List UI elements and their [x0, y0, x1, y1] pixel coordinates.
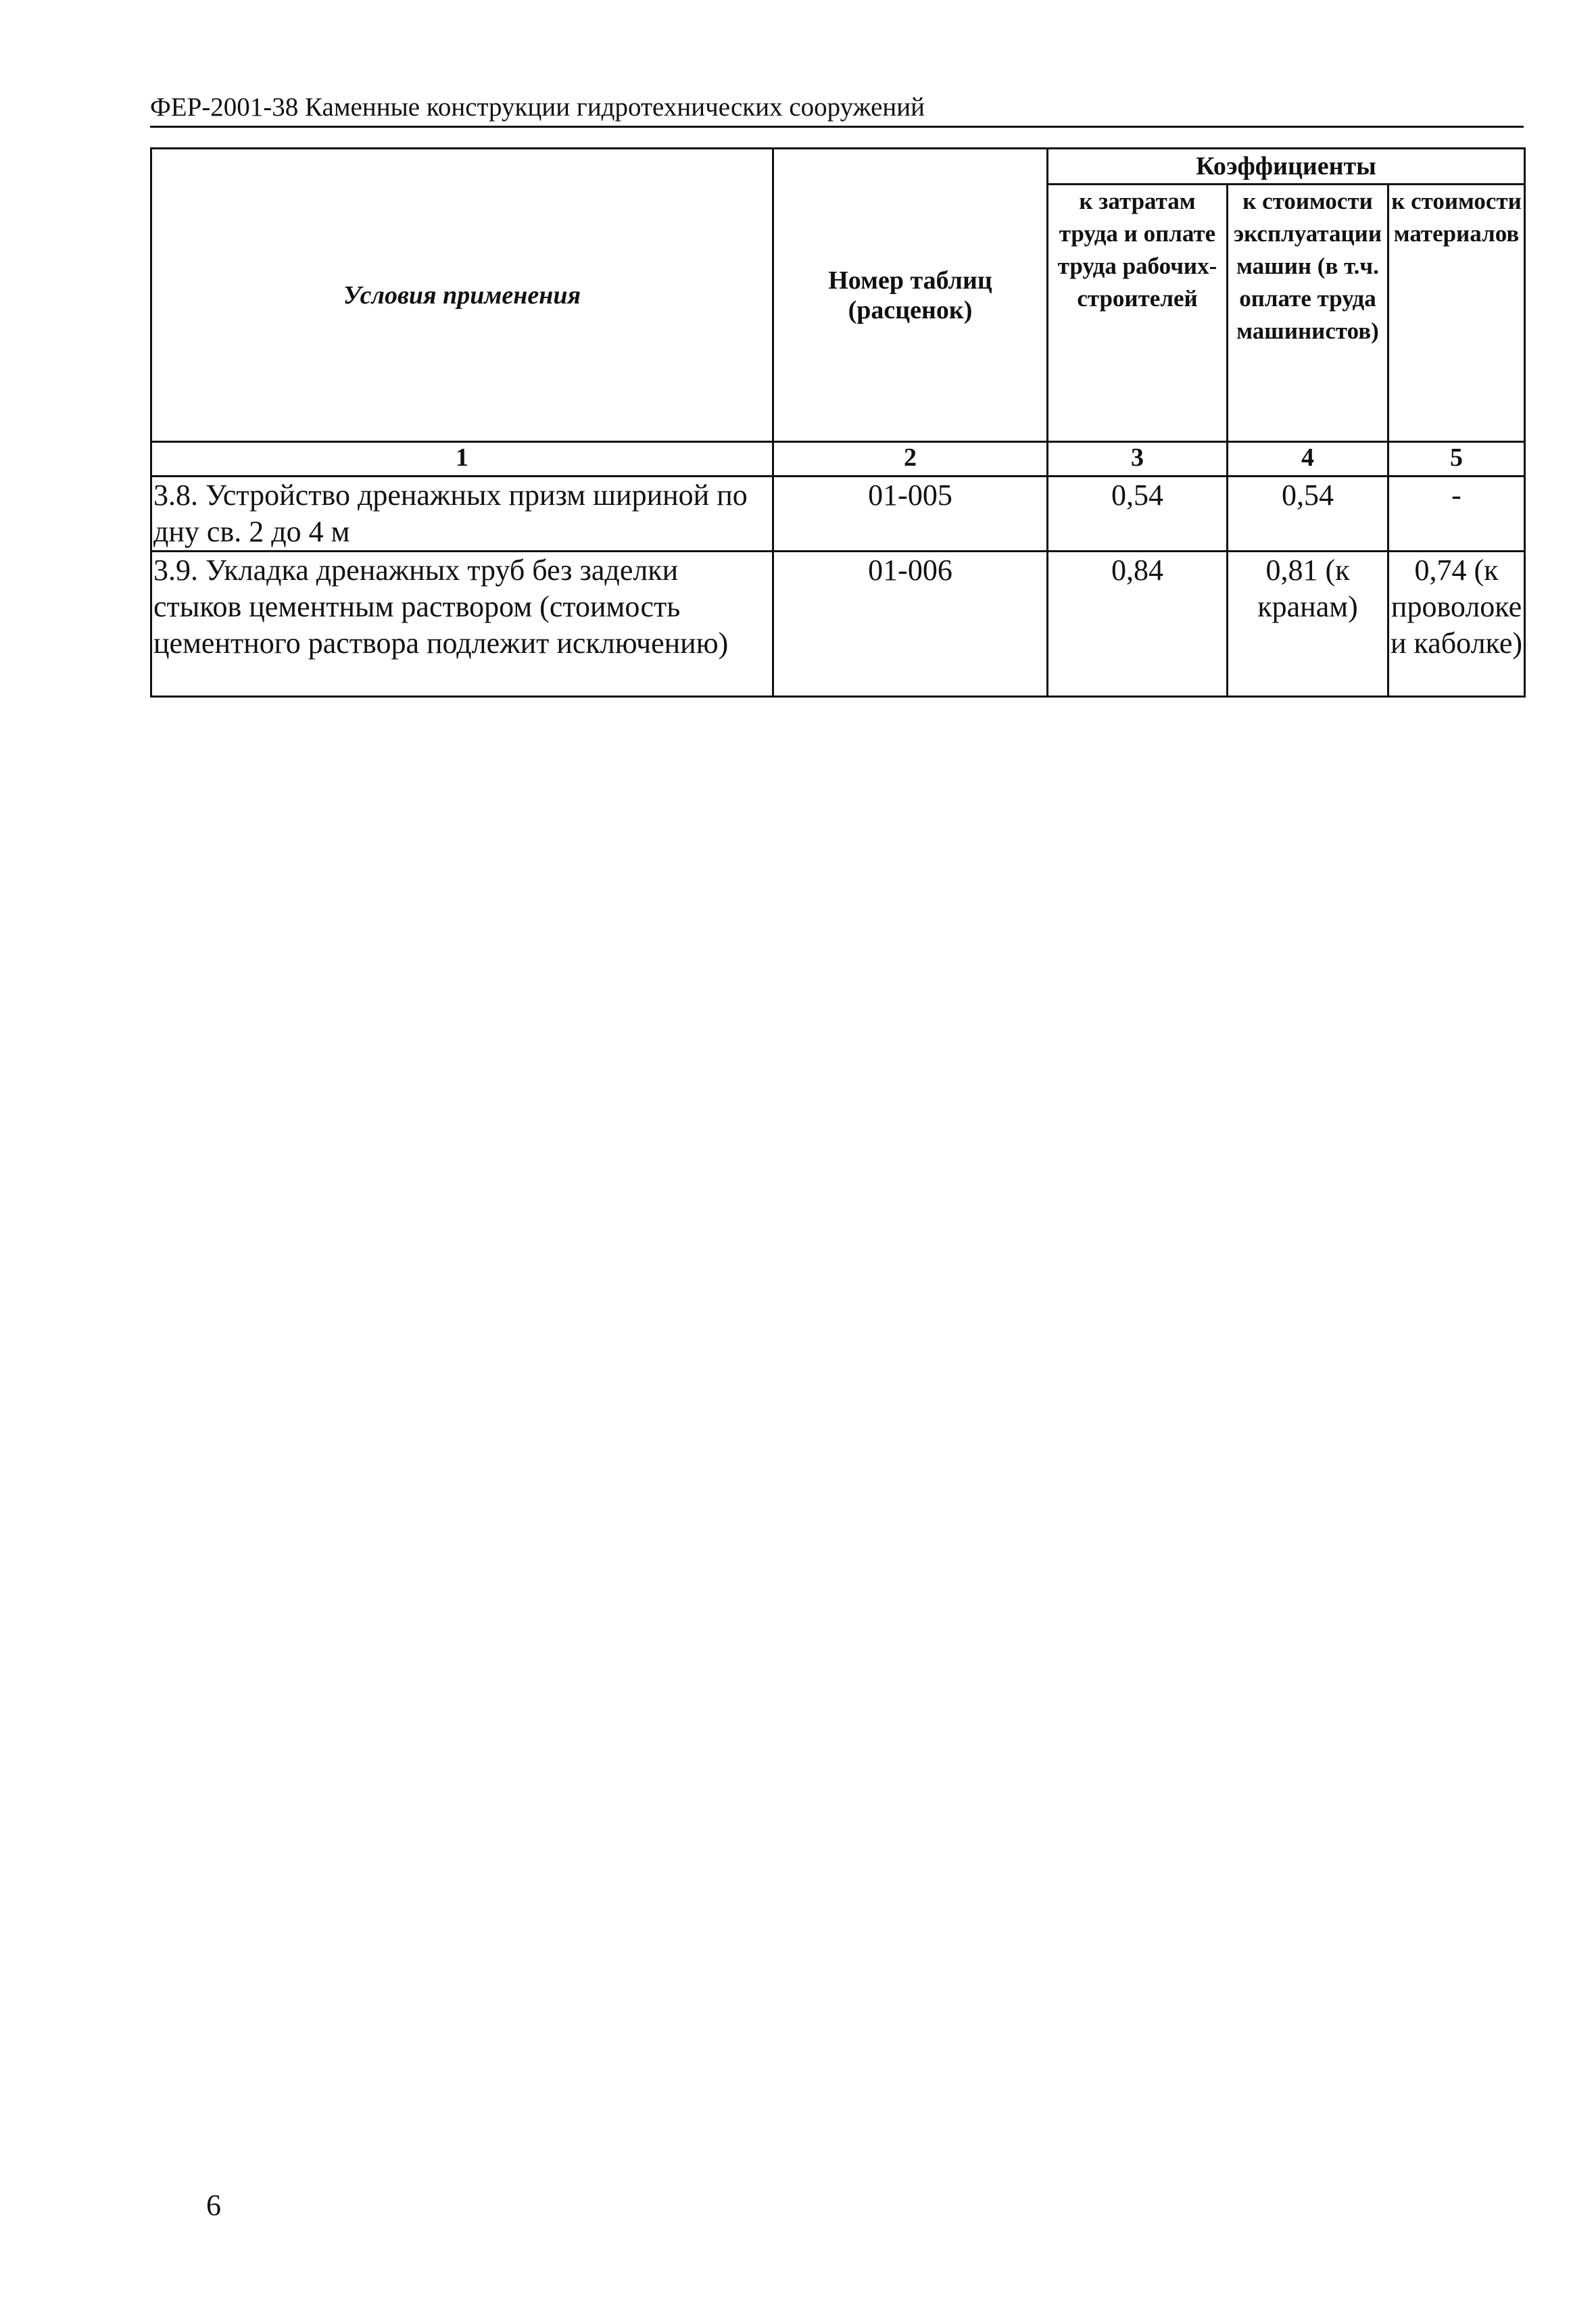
column-number: 2 — [773, 442, 1048, 477]
row-coef-materials: 0,74 (к проволоке и каболке) — [1388, 552, 1525, 697]
row-coef-machines: 0,81 (к кранам) — [1228, 552, 1388, 697]
header-coef-labor: к затратам труда и оплате труда рабочих-строителей — [1048, 185, 1228, 442]
header-coef-machines: к стоимости эксплуатации машин (в т.ч. оплате труда машинистов) — [1228, 185, 1388, 442]
row-table-number: 01-006 — [773, 552, 1048, 697]
header-table-number: Номер таблиц (расценок) — [773, 149, 1048, 442]
column-number: 1 — [151, 442, 773, 477]
column-number: 5 — [1388, 442, 1525, 477]
row-coef-materials: - — [1388, 477, 1525, 552]
table-row — [151, 477, 1525, 552]
row-condition: 3.8. Устройство дренажных призм шириной по дну св. 2 до 4 м — [151, 477, 773, 552]
table-row — [151, 552, 1525, 697]
row-table-number: 01-005 — [773, 477, 1048, 552]
column-number-row — [151, 442, 1525, 477]
header-coef-materials: к стоимости материалов — [1388, 185, 1525, 442]
column-number: 3 — [1048, 442, 1228, 477]
header-coefficients: Коэффициенты — [1048, 149, 1525, 185]
page-number: 6 — [206, 2189, 221, 2222]
row-coef-labor: 0,54 — [1048, 477, 1228, 552]
row-coef-machines: 0,54 — [1228, 477, 1388, 552]
row-condition: 3.9. Укладка дренажных труб без заделки стыков цементным раствором (стоимость цементного раствора подлежит исключению) — [151, 552, 773, 697]
row-coef-labor: 0,84 — [1048, 552, 1228, 697]
document-header: ФЕР-2001-38 Каменные конструкции гидротехнических сооружений — [150, 93, 925, 122]
coefficients-table — [150, 147, 1526, 698]
header-rule — [150, 126, 1524, 128]
column-number: 4 — [1228, 442, 1388, 477]
header-conditions: Условия применения — [151, 149, 773, 442]
